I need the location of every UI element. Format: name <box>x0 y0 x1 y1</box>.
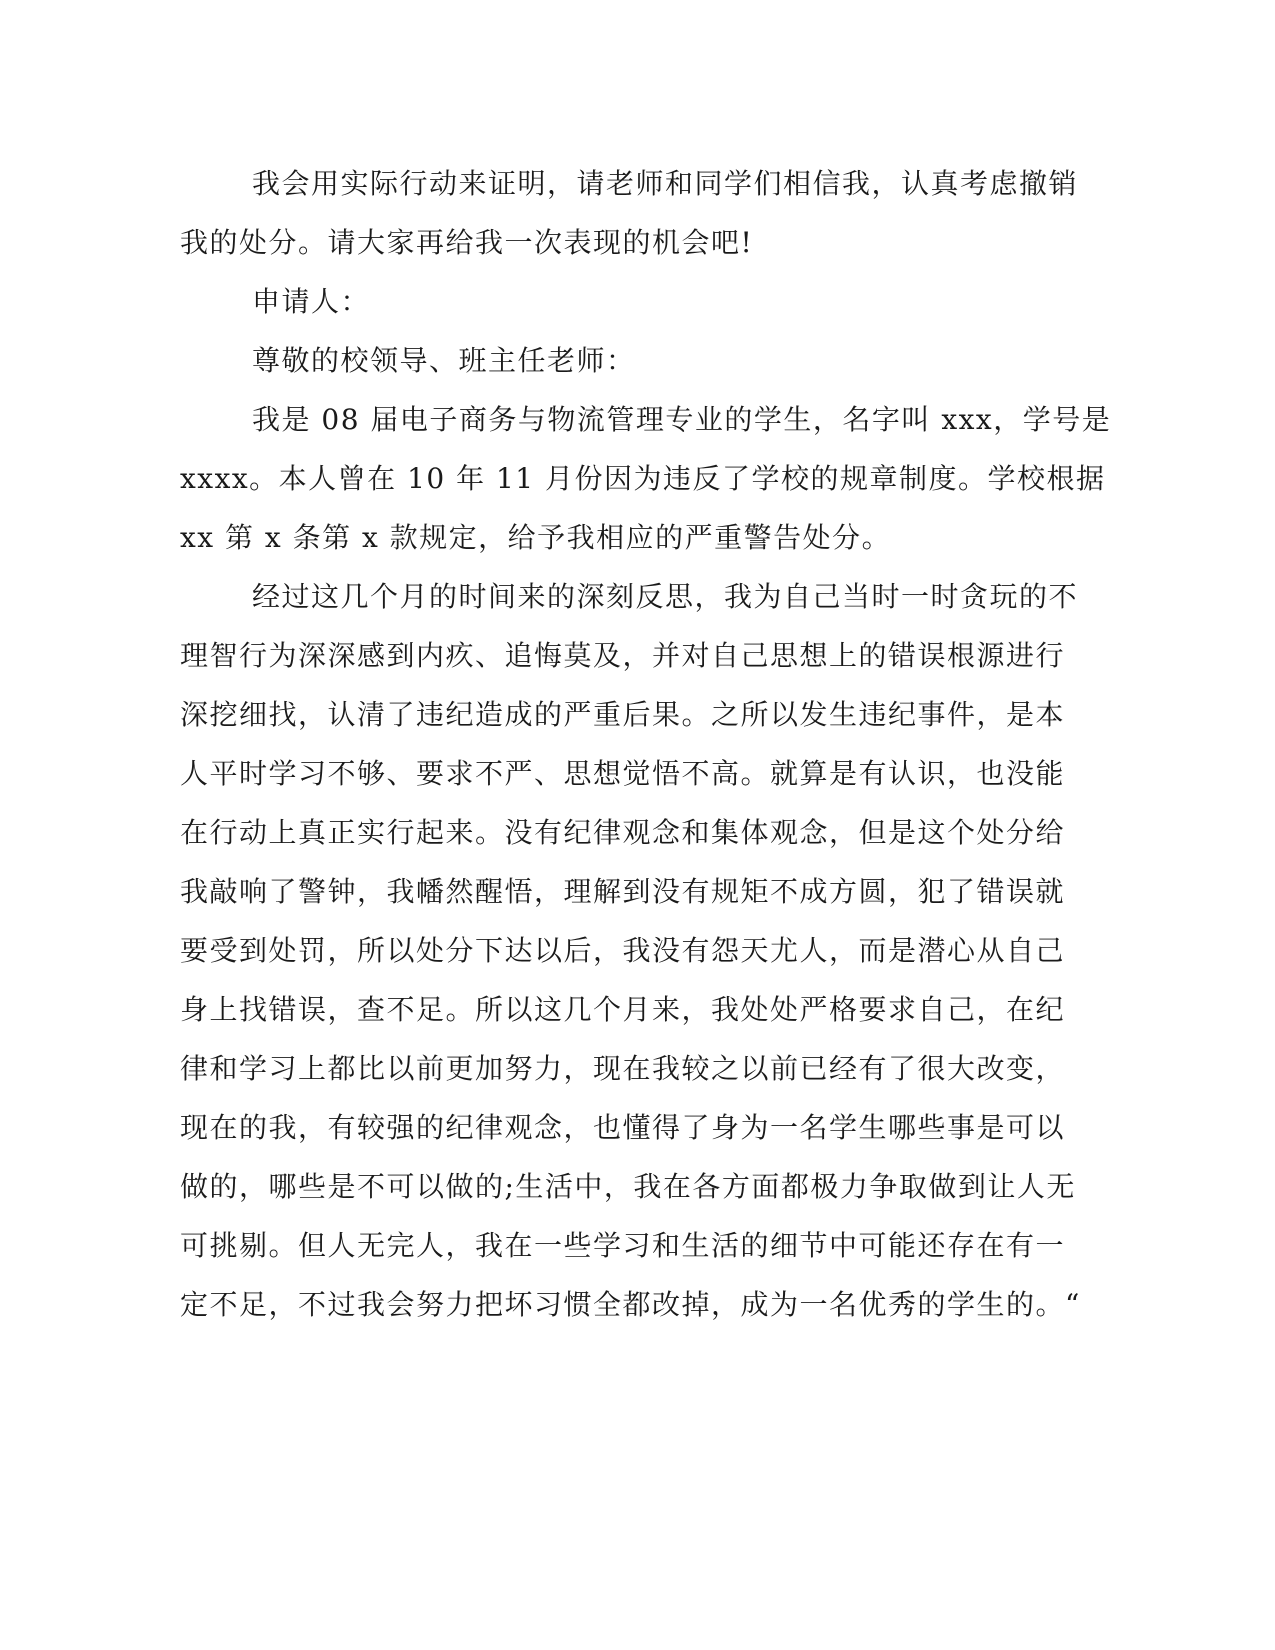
text-line: 律和学习上都比以前更加努力，现在我较之以前已经有了很大改变， <box>180 1052 1066 1085</box>
text-line: 定不足，不过我会努力把坏习惯全都改掉，成为一名优秀的学生的。“ <box>180 1288 1081 1321</box>
text-line: 经过这几个月的时间来的深刻反思，我为自己当时一时贪玩的不 <box>252 580 1079 613</box>
paragraph-salutation <box>180 331 1040 390</box>
applicant-label: 申请人： <box>252 285 371 318</box>
paragraph-closing-statement <box>180 154 1079 272</box>
text-line: 人平时学习不够、要求不严、思想觉悟不高。就算是有认识，也没能 <box>180 757 1066 790</box>
paragraph-reflection <box>180 567 1081 1334</box>
text-line: 理智行为深深感到内疚、追悔莫及，并对自己思想上的错误根源进行 <box>180 639 1066 672</box>
text-line: 现在的我，有较强的纪律观念，也懂得了身为一名学生哪些事是可以 <box>180 1111 1066 1144</box>
text-line: 身上找错误，查不足。所以这几个月来，我处处严格要求自己，在纪 <box>180 993 1066 1026</box>
text-line: 在行动上真正实行起来。没有纪律观念和集体观念，但是这个处分给 <box>180 816 1066 849</box>
text-line: 深挖细找，认清了违纪造成的严重后果。之所以发生违纪事件，是本 <box>180 698 1066 731</box>
text-line: 要受到处罚，所以处分下达以后，我没有怨天尤人，而是潜心从自己 <box>180 934 1066 967</box>
text-line: 我敲响了警钟，我幡然醒悟，理解到没有规矩不成方圆，犯了错误就 <box>180 875 1066 908</box>
salutation: 尊敬的校领导、班主任老师： <box>252 344 636 377</box>
paragraph-applicant-signature <box>180 272 1040 331</box>
text-line: 做的，哪些是不可以做的;生活中，我在各方面都极力争取做到让人无 <box>180 1170 1076 1203</box>
text-line: 可挑剔。但人无完人，我在一些学习和生活的细节中可能还存在有一 <box>180 1229 1066 1262</box>
text-line: xx 第 x 条第 x 款规定，给予我相应的严重警告处分。 <box>180 521 892 554</box>
text-line: 我是 08 届电子商务与物流管理专业的学生，名字叫 xxx，学号是 <box>252 403 1112 436</box>
text-line: xxxx。本人曾在 10 年 11 月份因为违反了学校的规章制度。学校根据 <box>180 462 1106 495</box>
paragraph-introduction <box>180 390 1112 567</box>
text-line: 我会用实际行动来证明，请老师和同学们相信我，认真考虑撤销 <box>252 167 1079 200</box>
document-body <box>180 154 1112 1334</box>
text-line: 我的处分。请大家再给我一次表现的机会吧! <box>180 226 754 259</box>
